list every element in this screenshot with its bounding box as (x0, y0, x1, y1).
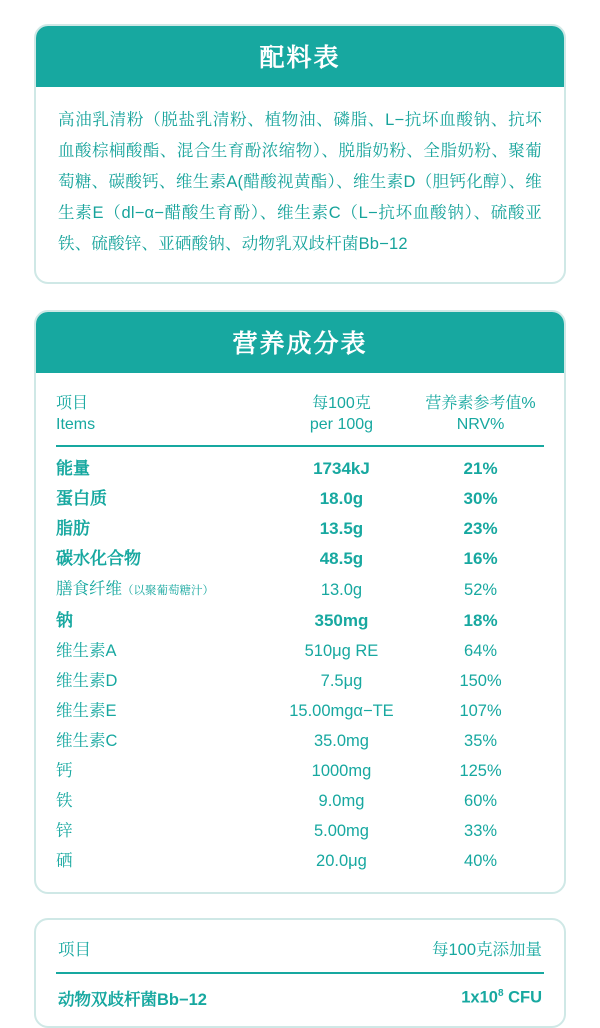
nutrient-name-text: 铁 (56, 792, 73, 810)
header-per-cn: 每100克 (312, 395, 371, 412)
probiotic-card (34, 918, 566, 1028)
nutrition-row (56, 514, 544, 544)
nutrient-nrv: 40% (464, 852, 498, 870)
nutrition-row (56, 726, 544, 756)
ingredients-body (36, 87, 564, 282)
nutrient-nrv: 33% (464, 822, 498, 840)
nutrition-facts-card (34, 310, 566, 894)
nutrition-row (56, 756, 544, 786)
nutrition-row (56, 606, 544, 636)
nutrient-value: 35.0mg (313, 732, 369, 750)
nutrient-name-text: 蛋白质 (56, 489, 107, 508)
nutrient-name (56, 606, 266, 636)
nutrient-name (56, 756, 266, 786)
nutrient-nrv: 35% (464, 732, 498, 750)
nutrient-value: 7.5μg (320, 672, 363, 690)
nutrient-name-text: 钠 (56, 611, 73, 630)
nutrient-name-text: 维生素A (56, 642, 117, 660)
nutrient-name (56, 484, 266, 514)
nutrient-name (56, 726, 266, 756)
nutrition-rows (56, 446, 544, 876)
nutrition-row (56, 846, 544, 876)
ingredients-card (34, 24, 566, 284)
probiotic-value (461, 988, 542, 1008)
nutrient-nrv: 52% (464, 581, 498, 599)
ingredients-text: 高油乳清粉（脱盐乳清粉、植物油、磷脂、L−抗坏血酸钠、抗坏血酸棕榈酸酯、混合生育酚浓缩物）、脱脂奶粉、全脂奶粉、聚葡萄糖、碳酸钙、维生素A(醋酸视黄酯）、维生素D（胆钙化醇）、维生素E（dl−α−醋酸生育酚）、维生素C（L−抗坏血酸钠）、硫酸亚铁、硫酸锌、亚硒酸钠、动物乳双歧杆菌Bb−12 (58, 111, 542, 253)
nutrient-name-text: 脂肪 (56, 519, 90, 538)
nutrient-name (56, 696, 266, 726)
nutrient-name-note: （以聚葡萄糖汁） (122, 585, 214, 597)
nutrient-nrv: 150% (459, 672, 502, 690)
probiotic-label-items: 项目 (58, 941, 91, 959)
nutrient-nrv: 16% (463, 549, 498, 568)
nutrition-row (56, 454, 544, 484)
nutrient-value: 13.0g (320, 581, 363, 599)
nutrition-body (36, 373, 564, 892)
nutrient-name (56, 636, 266, 666)
nutrient-value: 18.0g (319, 489, 364, 508)
nutrition-header-row (56, 387, 544, 446)
header-items-en: Items (56, 416, 96, 433)
header-nrv-cn: 营养素参考值% (425, 395, 536, 412)
nutrient-value: 5.00mg (313, 822, 369, 840)
nutrient-value: 20.0μg (316, 852, 367, 870)
nutrition-row (56, 666, 544, 696)
nutrition-row (56, 484, 544, 514)
nutrient-name (56, 574, 266, 606)
nutrition-row (56, 786, 544, 816)
nutrient-value: 48.5g (319, 549, 364, 568)
header-items-cn: 项目 (56, 395, 89, 412)
nutrient-value: 350mg (314, 611, 369, 630)
nutrient-name-text: 钙 (56, 762, 73, 780)
nutrition-header-per100g (266, 387, 417, 446)
probiotic-value-unit: CFU (503, 988, 542, 1007)
nutrient-name (56, 454, 266, 484)
nutrient-value: 1000mg (311, 762, 372, 780)
nutrition-row (56, 816, 544, 846)
nutrient-nrv: 64% (464, 642, 498, 660)
nutrient-name (56, 786, 266, 816)
nutrition-row (56, 574, 544, 606)
nutrient-value: 9.0mg (318, 792, 365, 810)
nutrient-value: 13.5g (319, 519, 364, 538)
nutrient-nrv: 30% (463, 489, 498, 508)
nutrient-nrv: 125% (459, 762, 502, 780)
probiotic-value-exponent: 8 (497, 988, 504, 1000)
nutrient-name-text: 维生素E (56, 702, 117, 720)
nutrient-name-text: 锌 (56, 822, 73, 840)
nutrient-value: 1734kJ (313, 459, 370, 478)
nutrition-row (56, 636, 544, 666)
nutrition-table (56, 387, 544, 876)
nutrition-row (56, 544, 544, 574)
nutrient-nrv: 23% (463, 519, 498, 538)
nutrient-value: 510μg RE (304, 642, 379, 660)
header-nrv-en: NRV% (456, 416, 505, 433)
nutrient-name-text: 维生素C (56, 732, 118, 750)
nutrient-name-text: 能量 (56, 459, 90, 478)
probiotic-label-amount: 每100克添加量 (431, 941, 542, 959)
nutrient-value: 15.00mgα−TE (289, 702, 394, 720)
nutrition-row (56, 696, 544, 726)
nutrient-name (56, 514, 266, 544)
nutrient-name-text: 硒 (56, 852, 73, 870)
nutrient-nrv: 21% (463, 459, 498, 478)
nutrient-name (56, 816, 266, 846)
nutrient-nrv: 107% (459, 702, 502, 720)
probiotic-name: 动物双歧杆菌Bb−12 (58, 991, 207, 1009)
header-per-en: per 100g (309, 416, 374, 433)
probiotic-header-row (36, 920, 564, 972)
probiotic-value-base: 1x10 (461, 988, 498, 1007)
probiotic-value-row (36, 974, 564, 1026)
nutrition-header-items (56, 387, 266, 446)
nutrient-name (56, 666, 266, 696)
nutrition-header-nrv (417, 387, 544, 446)
nutrient-nrv: 60% (464, 792, 498, 810)
nutrient-nrv: 18% (463, 611, 498, 630)
nutrient-name (56, 544, 266, 574)
nutrient-name-text: 膳食纤维 (56, 580, 122, 598)
nutrition-title: 营养成分表 (36, 312, 564, 373)
nutrient-name-text: 维生素D (56, 672, 118, 690)
ingredients-title: 配料表 (36, 26, 564, 87)
nutrient-name (56, 846, 266, 876)
nutrient-name-text: 碳水化合物 (56, 549, 141, 568)
